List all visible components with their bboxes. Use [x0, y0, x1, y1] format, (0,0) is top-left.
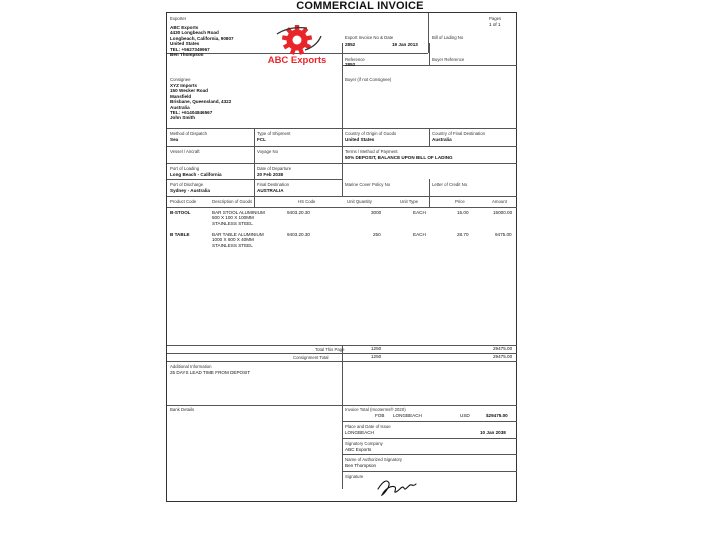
- terms-label: Terms / Method of Payment: [345, 149, 398, 154]
- row-unit-type: EACH: [413, 210, 426, 215]
- export-invoice-number: 2852: [345, 42, 356, 47]
- reference-label: Reference: [345, 57, 365, 62]
- invoice-total-currency: USD: [460, 413, 470, 418]
- logo-text: ABC Exports: [267, 55, 327, 66]
- col-product-code: Product Code: [170, 199, 197, 204]
- method-of-dispatch-label: Method of Dispatch: [170, 131, 208, 136]
- row-hs-code: 9403.20.30: [287, 232, 310, 237]
- method-of-dispatch-value: Sea: [170, 137, 179, 142]
- type-of-shipment-label: Type of Shipment: [257, 131, 291, 136]
- port-of-discharge-label: Port of Discharge: [170, 182, 204, 187]
- port-of-loading-value: Long Beach - California: [170, 172, 222, 177]
- type-of-shipment-value: FCL: [257, 137, 266, 142]
- signatory-company-value: ABC Exports: [345, 447, 372, 452]
- row-description: BAR TABLE ALUMINIUM 1000 X 600 X 40MM STAINLESS STEEL: [212, 232, 264, 248]
- letter-of-credit-label: Letter of Credit No: [432, 182, 468, 187]
- final-destination-value: AUSTRALIA: [257, 188, 284, 193]
- exporter-address: ABC Exports 4430 Longbeach Road Longbeach, California, 90807 United States TEL: +5627349967 Ben Thompson: [170, 25, 234, 58]
- consignee-label: Consignee: [170, 77, 191, 82]
- pages-value: 1 of 1: [489, 22, 501, 27]
- pages-label: Pages: [489, 16, 502, 21]
- port-of-discharge-value: Sydney - Australia: [170, 188, 210, 193]
- bill-of-lading-label: Bill of Lading No: [432, 35, 464, 40]
- total-page-qty: 1250: [371, 346, 382, 351]
- final-destination-label: Final Destination: [257, 182, 290, 187]
- gear-icon: [257, 21, 337, 57]
- row-price: 15.00: [457, 210, 469, 215]
- row-amount: 9475.00: [495, 232, 512, 237]
- export-invoice-label: Export Invoice No & Date: [345, 35, 394, 40]
- consignee-address: XYZ Imports 150 Wecker Road Mansfield Brisbane, Queensland, 4322 Australia TEL: +61404846567 John Smith: [170, 83, 232, 121]
- col-description: Description of Goods: [212, 199, 253, 204]
- country-of-destination-value: Australia: [432, 137, 452, 142]
- invoice-total-label: Invoice Total (Incoterms® 2020): [345, 407, 406, 412]
- authorized-signatory-value: Ben Thompson: [345, 463, 377, 468]
- page-title: COMMERCIAL INVOICE: [296, 0, 424, 12]
- consignment-total-label: Consignment Total: [293, 355, 329, 360]
- invoice-total-amount: $29475.00: [486, 413, 508, 418]
- authorized-signatory-label: Name of Authorized Signatory: [345, 457, 403, 462]
- total-page-amount: 29475.00: [493, 346, 513, 351]
- row-amount: 15000.00: [493, 210, 513, 215]
- row-price: 28.70: [457, 232, 469, 237]
- additional-info-label: Additional Information: [170, 364, 212, 369]
- additional-info-value: 25 DAYS LEAD TIME FROM DEPOSIT: [170, 370, 251, 375]
- date-of-issue: 10 Jan 2038: [480, 430, 506, 435]
- place-of-issue: LONGBEACH: [345, 430, 374, 435]
- invoice-sheet: [166, 12, 517, 502]
- country-of-origin-value: United States: [345, 137, 375, 142]
- voyage-label: Voyage No: [257, 149, 279, 154]
- row-product-code: B TABLE: [170, 232, 190, 237]
- export-invoice-date: 19 Jan 2013: [392, 42, 418, 47]
- country-of-origin-label: Country of Origin of Goods: [345, 131, 397, 136]
- total-page-label: Total This Page: [315, 347, 345, 352]
- bank-details-label: Bank Details: [170, 407, 195, 412]
- row-unit-type: EACH: [413, 232, 426, 237]
- col-price: Price: [455, 199, 465, 204]
- row-description: BAR STOOL ALUMINIUM 500 X 100 X 100MM STAINLESS STEEL: [212, 210, 265, 226]
- country-of-destination-label: Country of Final Destination: [432, 131, 486, 136]
- buyer-reference-label: Buyer Reference: [432, 57, 465, 62]
- terms-value: 50% DEPOSIT, BALANCE UPON BILL OF LADING: [345, 155, 453, 160]
- row-quantity: 250: [373, 232, 381, 237]
- row-hs-code: 9403.20.30: [287, 210, 310, 215]
- vessel-label: Vessel / Aircraft: [170, 149, 200, 154]
- invoice-total-place: LONGBEACH: [393, 413, 422, 418]
- row-quantity: 3000: [371, 210, 382, 215]
- place-date-issue-label: Place and Date of Issue: [345, 424, 391, 429]
- date-of-departure-value: 20 Feb 2038: [257, 172, 284, 177]
- reference-value: 2852: [345, 62, 356, 67]
- signature-mark: [375, 475, 421, 497]
- consignment-total-qty: 1250: [371, 354, 382, 359]
- col-unit-quantity: Unit Quantity: [347, 199, 372, 204]
- col-amount: Amount: [492, 199, 507, 204]
- signatory-company-label: Signatory Company: [345, 441, 383, 446]
- exporter-label: Exporter: [170, 16, 187, 21]
- row-product-code: B-STOOL: [170, 210, 191, 215]
- port-of-loading-label: Port of Loading: [170, 166, 200, 171]
- date-of-departure-label: Date of Departure: [257, 166, 292, 171]
- invoice-total-incoterm: FOB: [375, 413, 385, 418]
- marine-cover-label: Marine Cover Policy No: [345, 182, 391, 187]
- buyer-label: Buyer (if not Consignee): [345, 77, 392, 82]
- consignment-total-amount: 29475.00: [493, 354, 513, 359]
- col-unit-type: Unit Type: [400, 199, 419, 204]
- company-logo: [257, 21, 337, 73]
- signature-label: Signature: [345, 474, 364, 479]
- col-hs-code: HS Code: [298, 199, 316, 204]
